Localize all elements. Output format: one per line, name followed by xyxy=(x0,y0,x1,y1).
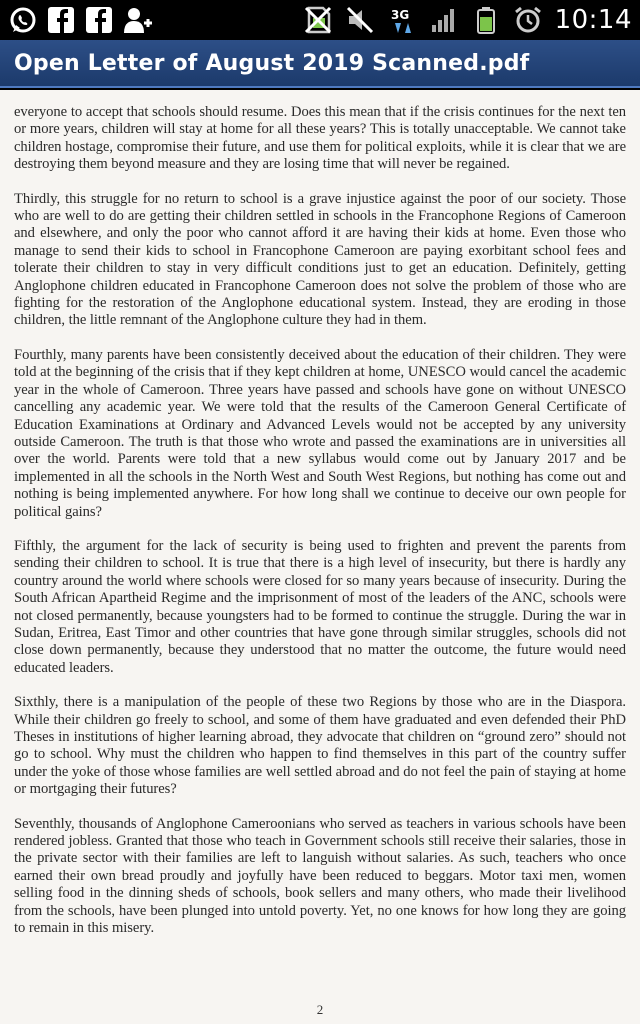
paragraph-4: Fifthly, the argument for the lack of security is being used to frighten and prevent the parents from sending their children to school. It is true that there is a high level of insecurity, but there is hardly any country around the world where schools were closed for so many years because of insecurity. During the South African Apartheid Regime and the imprisonment of most of the leaders of the ANC, schools were not closed permanently, because youngsters had to be formed to continue the struggle. During the war in Sudan, Eritrea, East Timor and other countries that have gone through similar struggles, schools did not close down permanently, because they understood that no matter the outcome, the future would need educated leaders. xyxy=(14,537,626,676)
add-contact-icon[interactable] xyxy=(122,5,152,35)
paragraph-6: Seventhly, thousands of Anglophone Cameroonians who served as teachers in various schools have been rendered jobless. Granted that those who teach in Government schools still receive their salaries, those in the private sector with their families are left to languish without salaries. As such, teachers who once earned their own bread proudly and joyfully have been reduced to beggars. Motor taxi men, women selling food in the dinning sheds of schools, book sellers and many others, who made their livelihood from the schools, have been plunged into untold poverty. Yet, no one knows for how long they are going to remain in this misery. xyxy=(14,815,626,937)
signal-icon xyxy=(429,5,459,35)
paragraph-1: everyone to accept that schools should resume. Does this mean that if the crisis continues for the next ten or more years, children will stay at home for all these years? This is totally unacceptable. We cannot take children hostage, compromise their future, and use them for political exploits, while it is clear that we are destroying them beyond measure and they are losing time that will never be regained. xyxy=(14,104,626,173)
whatsapp-icon[interactable] xyxy=(8,5,38,35)
battery-icon xyxy=(471,5,501,35)
status-bar xyxy=(0,0,640,40)
facebook-icon[interactable] xyxy=(84,5,114,35)
paragraph-2: Thirdly, this struggle for no return to school is a grave injustice against the poor of our society. Those who are well to do are getting their children settled in schools in the Francophone Regions of Cameroon and elsewhere, and only the poor who cannot afford it are having their kids at home. Even those who manage to send their kids to school in Francophone Cameroon are paying exorbitant school fees and tolerate their children to stay in very difficult conditions just to get an education. Definitely, getting Anglophone children educated in Francophone Cameroon does not solve the problem of those who are fighting for the restoration of the Anglophone educational system. Instead, they are eroding in those children, the little remnant of the Anglophone culture they had in them. xyxy=(14,190,626,329)
page-number: 2 xyxy=(316,1002,324,1017)
network-3g-icon xyxy=(387,5,417,35)
alarm-icon xyxy=(513,5,543,35)
facebook-icon[interactable] xyxy=(46,5,76,35)
clock-time: 10:14 xyxy=(554,5,632,35)
paragraph-3: Fourthly, many parents have been consistently deceived about the education of their children. They were told at the beginning of the crisis that if they kept children at home, UNESCO would cancel the academic year in the whole of Cameroon. Three years have passed and schools have gone on without UNESCO cancelling any academic year. We were told that the results of the Cameroon General Certificate of Education Examinations at Ordinary and Advanced Levels would not be accepted by any university outside Cameroon. The truth is that those who wrote and passed the examinations are in universities all over the world. Parents were told that a new syllabus would come out by January 2017 and be implemented in all the schools in the North West and South West Regions, but nothing has come out and nothing is being implemented anywhere. For how long shall we continue to deceive our own people for political gains? xyxy=(14,346,626,520)
pdf-page[interactable] xyxy=(0,90,640,1024)
document-title: Open Letter of August 2019 Scanned.pdf xyxy=(14,50,530,76)
document-title-bar xyxy=(0,40,640,88)
mute-icon xyxy=(345,5,375,35)
no-sim-icon xyxy=(303,5,333,35)
svg-text:3G: 3G xyxy=(390,8,409,22)
paragraph-5: Sixthly, there is a manipulation of the people of these two Regions by those who are in the Diaspora. While their children go freely to school, and some of them have graduated and even defended their PhD Theses in institutions of higher learning abroad, they advocate that children on “ground zero” should not go to school. Why must the children who happen to find themselves in this part of the country suffer under the yoke of those whose families are well settled abroad and do not feel the pain of staying at home or mortgaging their futures? xyxy=(14,694,626,798)
